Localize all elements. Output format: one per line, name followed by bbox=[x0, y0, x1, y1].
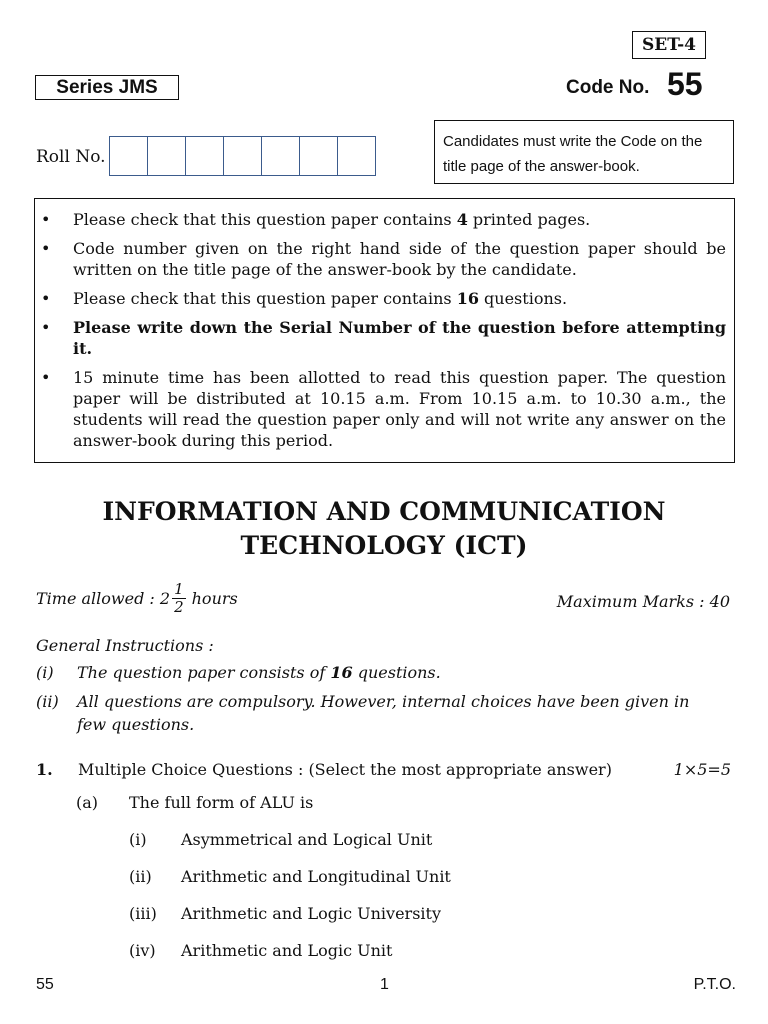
roll-number-boxes bbox=[110, 136, 376, 176]
notice-item bbox=[41, 367, 726, 451]
instruction-number: (i) bbox=[36, 663, 54, 682]
option-text: Arithmetic and Logic Unit bbox=[181, 941, 393, 960]
roll-number-cell[interactable] bbox=[147, 136, 186, 176]
maximum-marks: Maximum Marks : 40 bbox=[556, 592, 730, 611]
option-number: (ii) bbox=[129, 867, 152, 886]
footer-code: 55 bbox=[36, 976, 54, 993]
option-text: Asymmetrical and Logical Unit bbox=[181, 830, 433, 849]
question-1a bbox=[76, 793, 313, 812]
option-number: (iv) bbox=[129, 941, 156, 960]
general-instruction-item bbox=[36, 661, 717, 684]
subquestion-text: The full form of ALU is bbox=[129, 793, 314, 812]
notice-item bbox=[41, 317, 726, 359]
notice-text: Please write down the Serial Number of the question before attempting it. bbox=[73, 318, 726, 358]
notice-box bbox=[34, 198, 735, 463]
notice-item bbox=[41, 209, 726, 230]
notice-item bbox=[41, 238, 726, 280]
subquestion-label: (a) bbox=[76, 793, 99, 812]
notice-text: 15 minute time has been allotted to read this question paper. The question paper will be distributed at 10.15 a.m. From 10.15 a.m. to 10.30 a.m., the students will read the question paper only and will not write any answer on the answer-book during this period. bbox=[73, 368, 726, 450]
roll-number-cell[interactable] bbox=[337, 136, 376, 176]
question-1 bbox=[36, 760, 731, 779]
roll-number-cell[interactable] bbox=[109, 136, 148, 176]
instruction-number: (ii) bbox=[36, 692, 59, 711]
candidate-instruction-text: Candidates must write the Code on the title page of the answer-book. bbox=[443, 133, 703, 175]
series-label: Series JMS bbox=[35, 75, 179, 100]
roll-number-cell[interactable] bbox=[185, 136, 224, 176]
notice-item bbox=[41, 288, 726, 309]
question-number: 1. bbox=[36, 760, 53, 779]
roll-number-cell[interactable] bbox=[223, 136, 262, 176]
question-text: Multiple Choice Questions : (Select the most appropriate answer) bbox=[78, 760, 612, 779]
time-allowed bbox=[36, 581, 238, 616]
code-label: Code No. bbox=[566, 77, 650, 98]
paper-title-line1: INFORMATION AND COMMUNICATION bbox=[102, 497, 666, 526]
option-iv bbox=[129, 941, 392, 960]
instruction-text: The question paper consists of 16 questions. bbox=[77, 663, 441, 682]
bullet-icon: • bbox=[41, 318, 51, 337]
bullet-icon: • bbox=[41, 368, 51, 387]
bullet-icon: • bbox=[41, 239, 51, 258]
fraction-numerator: 1 bbox=[174, 580, 184, 598]
footer-pto: P.T.O. bbox=[693, 976, 736, 993]
fraction-denominator: 2 bbox=[174, 598, 184, 616]
roll-number-label: Roll No. bbox=[36, 147, 106, 167]
code-number: 55 bbox=[667, 66, 703, 102]
notice-text: Code number given on the right hand side of the question paper should be written on the title page of the answer-book by the candidate. bbox=[73, 239, 726, 279]
set-badge: SET-4 bbox=[632, 31, 706, 59]
option-number: (iii) bbox=[129, 904, 157, 923]
option-ii bbox=[129, 867, 451, 886]
roll-number-cell[interactable] bbox=[299, 136, 338, 176]
option-iii bbox=[129, 904, 441, 923]
bullet-icon: • bbox=[41, 289, 51, 308]
footer-page-number: 1 bbox=[380, 976, 389, 993]
candidate-instruction-box bbox=[434, 120, 734, 184]
question-marks: 1×5=5 bbox=[673, 760, 731, 779]
time-prefix: Time allowed : 2 bbox=[36, 589, 171, 608]
option-i bbox=[129, 830, 432, 849]
notice-text: Please check that this question paper contains 16 questions. bbox=[73, 289, 568, 308]
time-suffix: hours bbox=[191, 589, 238, 608]
notice-text: Please check that this question paper contains 4 printed pages. bbox=[73, 210, 591, 229]
bullet-icon: • bbox=[41, 210, 51, 229]
instruction-text: All questions are compulsory. However, internal choices have been given in few questions. bbox=[77, 692, 690, 734]
option-number: (i) bbox=[129, 830, 147, 849]
time-fraction bbox=[172, 581, 186, 616]
general-instruction-item bbox=[36, 690, 717, 736]
general-instructions-title: General Instructions : bbox=[36, 636, 214, 655]
option-text: Arithmetic and Logic University bbox=[181, 904, 441, 923]
option-text: Arithmetic and Longitudinal Unit bbox=[181, 867, 451, 886]
roll-number-cell[interactable] bbox=[261, 136, 300, 176]
paper-title-line2: TECHNOLOGY (ICT) bbox=[240, 531, 528, 560]
